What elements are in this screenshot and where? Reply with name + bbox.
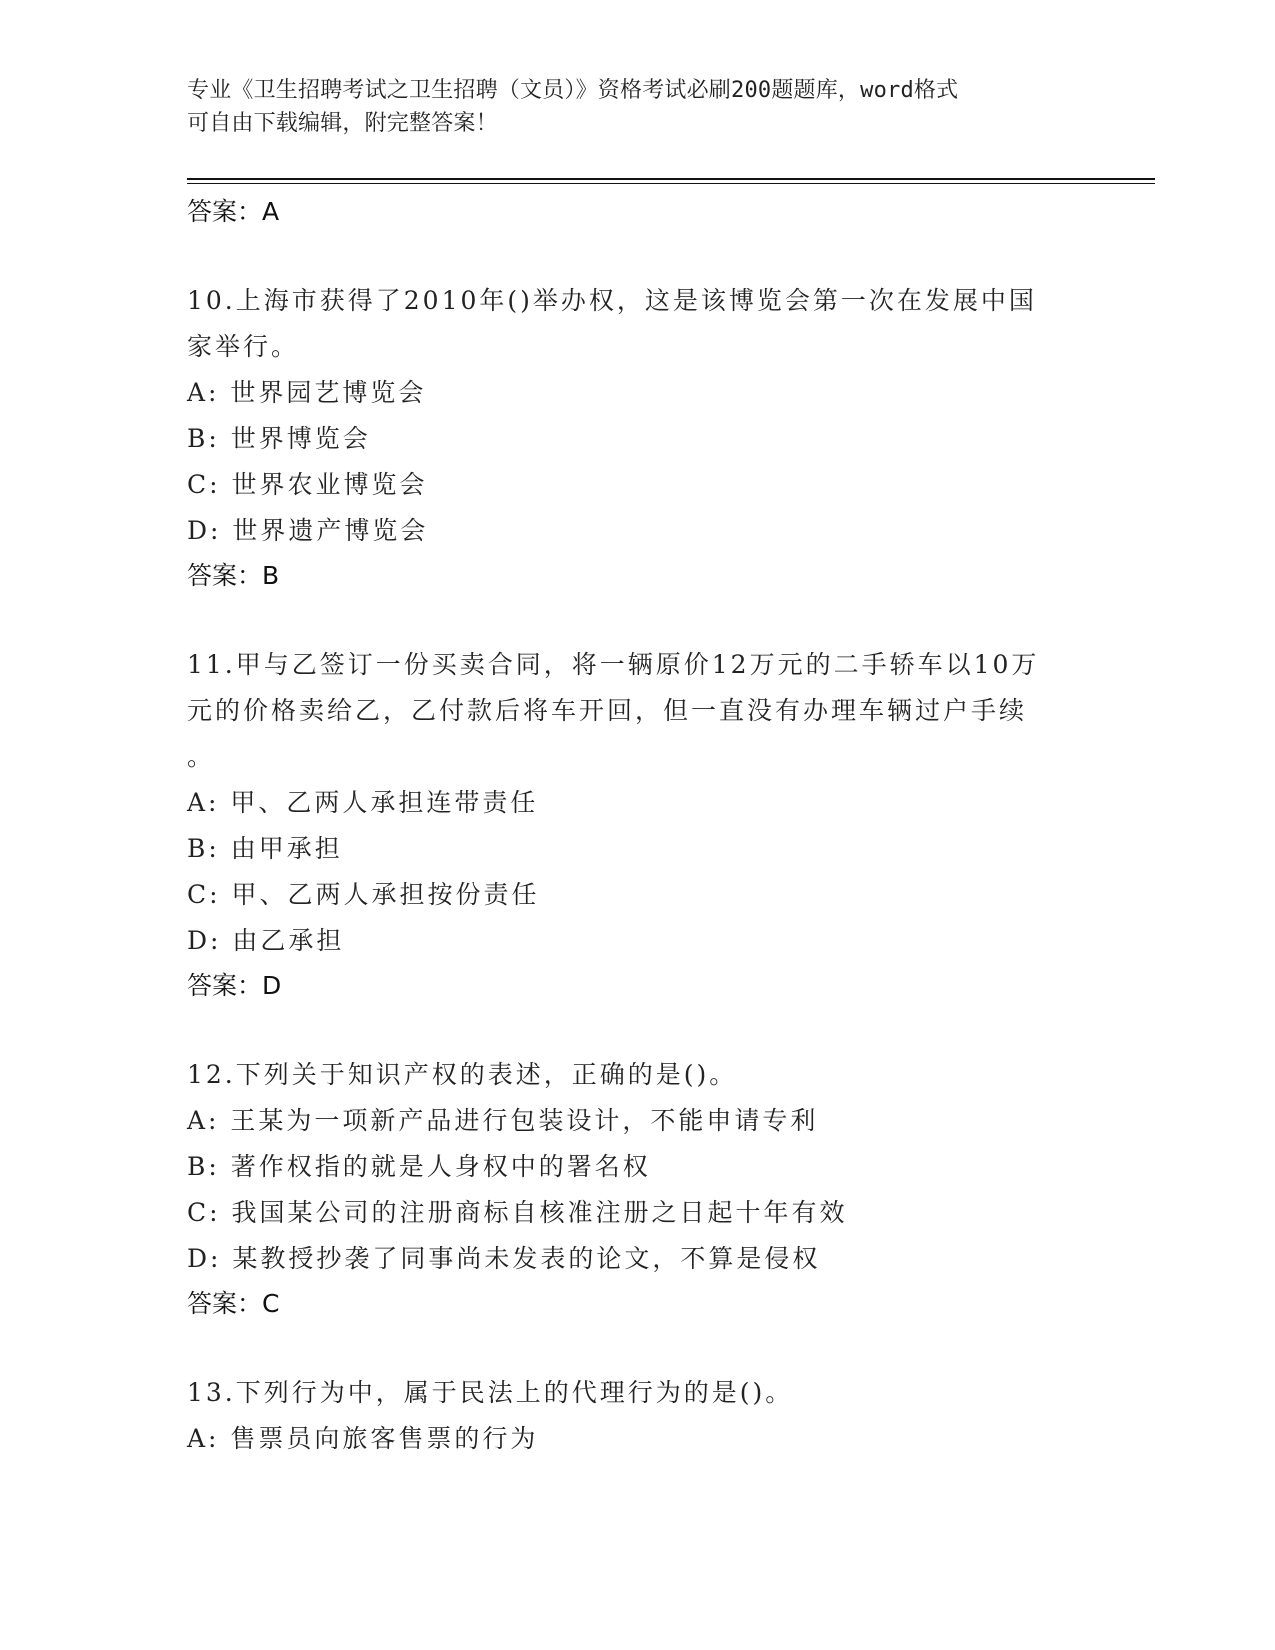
question-stem-line: 12.下列关于知识产权的表述，正确的是()。 <box>187 1060 738 1089</box>
option-b: B: 世界博览会 <box>187 424 371 453</box>
option-a: A: 世界园艺博览会 <box>187 378 427 407</box>
option-d: D: 世界遗产博览会 <box>187 516 429 545</box>
question-stem-line: 。 <box>187 742 216 771</box>
spacer <box>187 598 1087 642</box>
question-stem-line: 10.上海市获得了2010年()举办权，这是该博览会第一次在发展中国 <box>187 286 1037 315</box>
question-stem-line: 13.下列行为中，属于民法上的代理行为的是()。 <box>187 1378 794 1407</box>
header-line-2: 可自由下载编辑，附完整答案！ <box>187 111 498 136</box>
answer-line: 答案：C <box>187 1289 280 1318</box>
spacer <box>187 234 1087 278</box>
option-c: C: 我国某公司的注册商标自核准注册之日起十年有效 <box>187 1198 848 1227</box>
question-stem-line: 元的价格卖给乙，乙付款后将车开回，但一直没有办理车辆过户手续 <box>187 696 1028 725</box>
answer-line: 答案：A <box>187 197 280 226</box>
question-list <box>187 190 1087 1462</box>
spacer <box>187 1326 1087 1370</box>
question-13 <box>187 1370 1087 1462</box>
document-header <box>187 74 1067 140</box>
question-stem-line: 11.甲与乙签订一份买卖合同，将一辆原价12万元的二手轿车以10万 <box>187 650 1040 679</box>
answer-line: 答案：B <box>187 561 280 590</box>
option-a: A: 王某为一项新产品进行包装设计，不能申请专利 <box>187 1106 819 1135</box>
option-c: C: 世界农业博览会 <box>187 470 428 499</box>
answer-line: 答案：D <box>187 971 282 1000</box>
question-10 <box>187 278 1087 598</box>
option-c: C: 甲、乙两人承担按份责任 <box>187 880 540 909</box>
question-11 <box>187 642 1087 1008</box>
header-divider-thin <box>187 183 1155 184</box>
option-d: D: 由乙承担 <box>187 926 345 955</box>
question-stem-line: 家举行。 <box>187 332 300 361</box>
option-a: A: 售票员向旅客售票的行为 <box>187 1424 539 1453</box>
header-line-1: 专业《卫生招聘考试之卫生招聘（文员）》资格考试必刷200题题库，word格式 <box>187 78 959 103</box>
option-d: D: 某教授抄袭了同事尚未发表的论文，不算是侵权 <box>187 1244 821 1273</box>
spacer <box>187 1008 1087 1052</box>
option-a: A: 甲、乙两人承担连带责任 <box>187 788 539 817</box>
header-divider <box>187 178 1155 180</box>
question-12 <box>187 1052 1087 1326</box>
option-b: B: 由甲承担 <box>187 834 343 863</box>
option-b: B: 著作权指的就是人身权中的署名权 <box>187 1152 651 1181</box>
